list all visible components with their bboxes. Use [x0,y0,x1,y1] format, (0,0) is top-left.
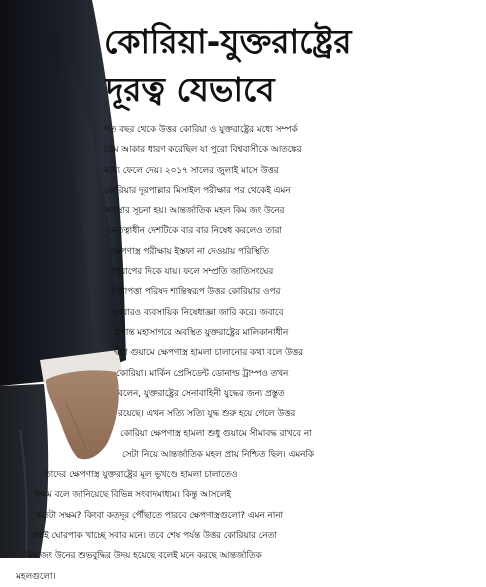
article-line: সেটা নিয়ে আন্তর্জাতিক মহল প্রায় নিশ্চিত ছিল। এমনকি [122,449,315,460]
article-line: দ্বীপ গুয়ামে ক্ষেপণাস্ত্র হামলা চালানোর কথা বলে উত্তর [114,348,303,359]
article-line: কোরিয়ার দূরপাল্লার মিসাইল পরীক্ষার পর থেকেই এমন [104,185,291,196]
article-line: তাদের ক্ষেপণাস্ত্র যুক্তরাষ্ট্রের মূল ভূখণ্ডে হামলা চালাতেও [44,470,238,481]
article-line: গত বছর থেকে উত্তর কোরিয়া ও যুক্তরাষ্ট্রের মধ্যে সম্পর্ক [104,125,298,135]
article-line: কোরিয়া। মার্কিন প্রেসিডেন্ট ডোনাল্ড ট্রাম্পও তখন [116,368,289,379]
article-line: মধ্যে ফেলে দেয়। ২০১৭ সালের জুলাই মাসে উত্তর [104,165,279,176]
article-line: রয়েছে। এখন সত্যি সত্যি যুদ্ধ শুরু হয়ে গেলে উত্তর [118,409,296,420]
article-line: ক্ষেপণাস্ত্র পরীক্ষায় ইস্তফা না দেওয়ায় পরিস্থিতি [110,246,269,257]
article-line: প্রশ্নই ঘোরপাক খাচ্ছে সবার মনে। তবে শেষ পর্যন্ত উত্তর কোরিয়ার নেতা [32,530,277,541]
article-line: খারাপের দিকে যায়। ফলে সম্প্রতি জাতিসংঘের [112,267,274,278]
article-line: নেতৃত্বাধীন দেশটিকে বার বার নিষেধ করলেও তারা [108,226,282,237]
article-body [0,120,486,587]
article-line: আবারও ব্যবসায়িক নিষেধাজ্ঞা জারি করে। জবাবে [112,307,284,318]
article-line: প্রশান্ত মহাসাগরে অবস্থিত যুক্তরাষ্ট্রের মালিকানাধীন [114,327,289,338]
article-line: সক্ষম বলে জানিয়েছে বিভিন্ন সংবাদমাধ্যম। কিন্তু আসলেই [34,490,231,501]
headline-line-2: দূরত্ব যেভাবে [106,70,275,109]
article-line: বলেন, যুক্তরাষ্ট্রের সেনাবাহিনী যুদ্ধের জন্য প্রস্তুত [118,388,285,399]
article-line: চরম আকার ধারণ করেছিল যা পুরো বিশ্ববাসীকে আতঙ্কের [104,145,302,156]
article-line: কোরিয়া ক্ষেপণাস্ত্র হামলা শুধু গুয়ামে সীমাবদ্ধ রাখবে না [120,429,312,440]
article-line: নিরাপত্তা পরিষদ শান্তিস্বরূপ উত্তর কোরিয়ার ওপর [112,287,281,298]
article-line: অবস্থার সূচনা হয়। আন্তর্জাতিক মহল কিম জং উনের [104,206,285,217]
headline [104,18,479,114]
article-line: মহলগুলো। [16,571,56,582]
headline-line-1: কোরিয়া-যুক্তরাষ্ট্রের [104,22,352,61]
article-line: কতটা সক্ষম? কিংবা কতদূর পৌঁছাতে পারবে ক্ষেপণাস্ত্রগুলো? এমন নানা [36,510,284,521]
article-line: কিম জং উনের শুভবুদ্ধির উদয় হয়েছে বলেই মনে করছে আন্তর্জাতিক [24,551,262,562]
